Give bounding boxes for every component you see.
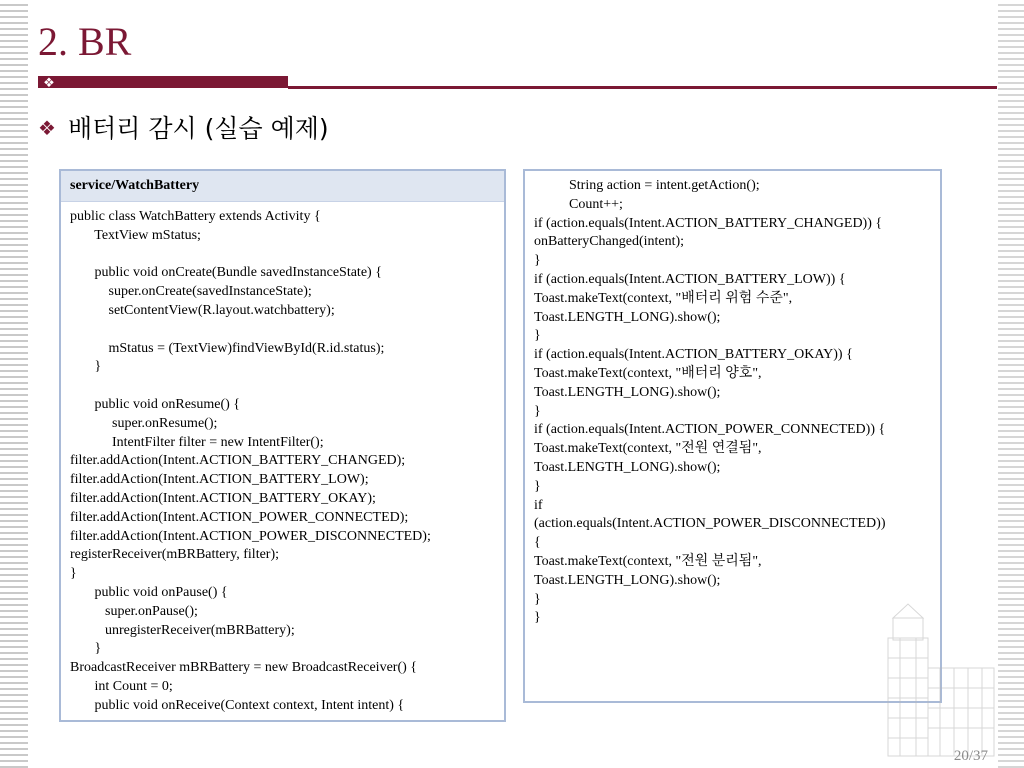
building-watermark-icon (878, 598, 998, 758)
diamond-cluster-icon: ❖ (43, 75, 55, 90)
left-stripe-decoration (0, 0, 28, 768)
diamond-bullet-icon: ❖ (38, 116, 56, 140)
slide-title: 2. BR (38, 19, 132, 64)
code-block-left: public class WatchBattery extends Activity { TextView mStatus; public void onCreate(Bundle savedInstanceState) { super.onCreate(savedInstanceState); setContentView(R.layout.watchbattery); mStatus = (TextView)findViewById(R.id.status); } public void onResume() { super.onResume(); IntentFilter filter = new IntentFilter(); filter.addAction(Intent.ACTION_BATTERY_CHANGED); filter.addAction(Intent.ACTION_BATTERY_LOW); filter.addAction(Intent.ACTION_BATTERY_OKAY); filter.addAction(Intent.ACTION_POWER_CONNECTED); filter.addAction(Intent.ACTION_POWER_DISCONNECTED); registerReceiver(mBRBattery, filter); } public void onPause() { super.onPause(); unregisterReceiver(mBRBattery); } BroadcastReceiver mBRBattery = new BroadcastReceiver() { int Count = 0; public void onReceive(Context context, Intent intent) { (70, 209, 431, 713)
right-stripe-decoration (998, 0, 1024, 768)
title-rule-thin (288, 86, 997, 89)
code-block-right: String action = intent.getAction(); Count++; if (action.equals(Intent.ACTION_BATTERY_CHANGED)) { onBatteryChanged(intent); } if (action.equals(Intent.ACTION_BATTERY_LOW)) { Toast.makeText(context, "배터리 위험 수준", Toast.LENGTH_LONG).show(); } if (action.equals(Intent.ACTION_BATTERY_OKAY)) { Toast.makeText(context, "배터리 양호", Toast.LENGTH_LONG).show(); } if (action.equals(Intent.ACTION_POWER_CONNECTED)) { Toast.makeText(context, "전원 연결됨", Toast.LENGTH_LONG).show(); } if (action.equals(Intent.ACTION_POWER_DISCONNECTED)) { Toast.makeText(context, "전원 분리됨", Toast.LENGTH_LONG).show(); } } (534, 178, 886, 626)
title-rule-thick (38, 76, 288, 88)
page-number: 20/37 (953, 748, 988, 764)
subtitle (38, 114, 329, 145)
subtitle-text: 배터리 감시 (실습 예제) (67, 114, 329, 143)
code-box-left (59, 169, 506, 722)
code-box-header: service/WatchBattery (61, 171, 504, 202)
